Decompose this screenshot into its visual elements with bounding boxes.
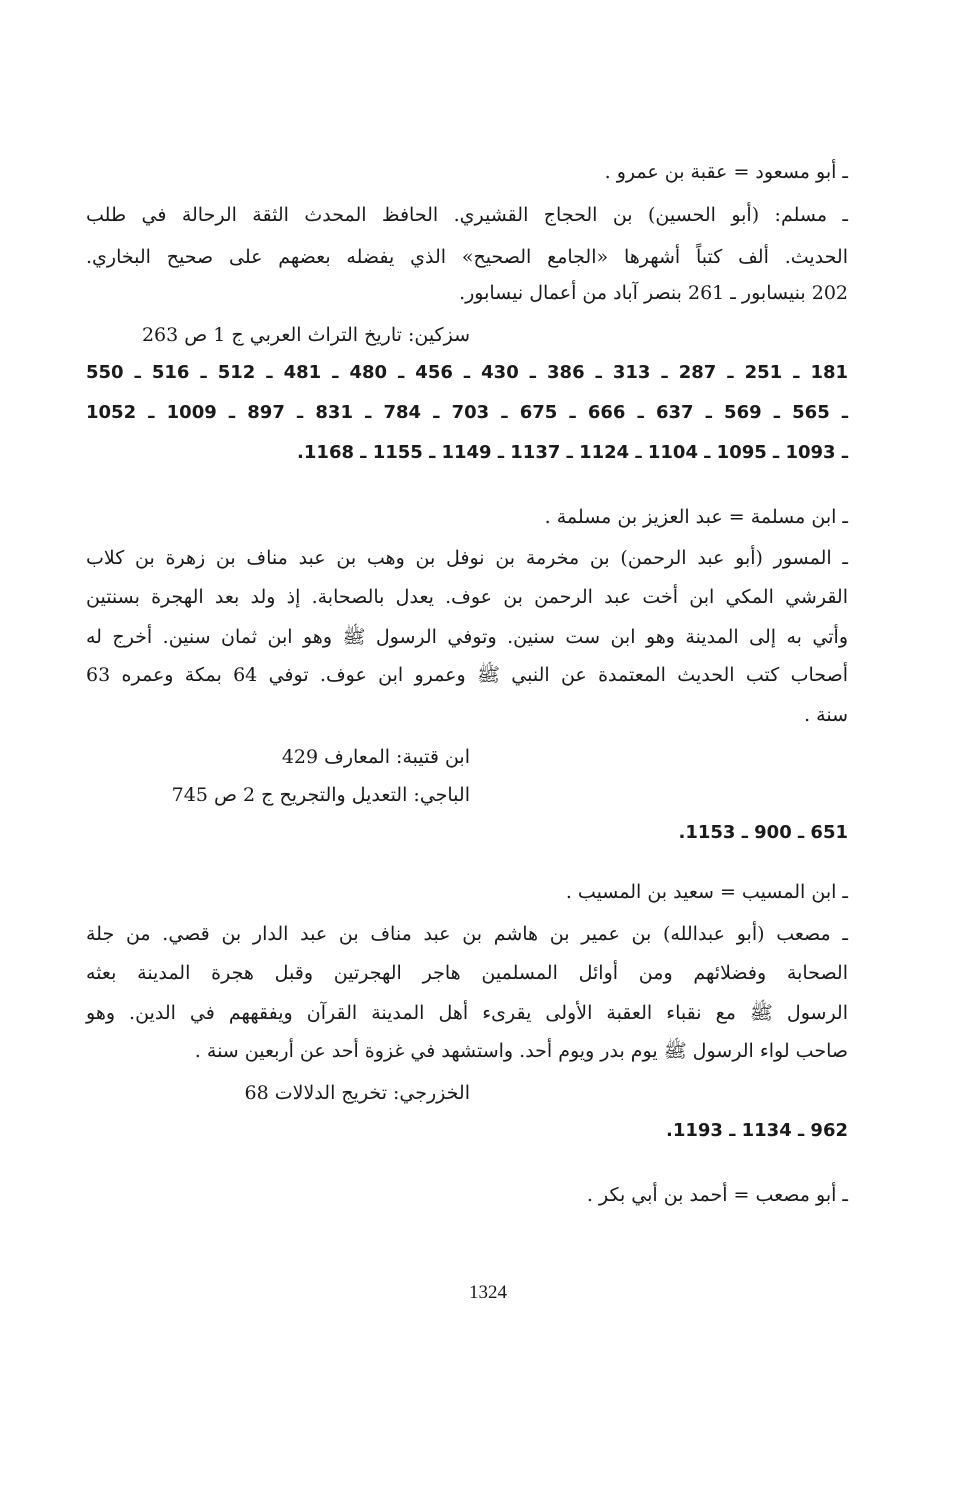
entry-musab-line-2: الصحابة وفضلائهم ومن أوائل المسلمين هاجر الهجرتين وقبل هجرة المدينة بعثه: [86, 962, 848, 984]
entry-miswar-reference-1: ابن قتيبة: المعارف 429: [281, 746, 470, 768]
entry-ibn-al-musayyib: ـ ابن المسيب = سعيد بن المسيب .: [565, 881, 848, 903]
entry-musab-line-1: ـ مصعب (أبو عبدالله) بن عمير بن هاشم بن عبد مناف بن عبد الدار بن قصي. من جلة: [86, 923, 848, 945]
entry-muslim-page-refs-1: 181 ـ 251 ـ 287 ـ 313 ـ 386 ـ 430 ـ 456 ـ 480 ـ 481 ـ 512 ـ 516 ـ 550: [86, 362, 849, 383]
entry-miswar-line-5: سنة .: [804, 704, 848, 726]
entry-muslim-reference: سزكين: تاريخ التراث العربي ج 1 ص 263: [141, 324, 470, 346]
entry-miswar-line-2: القرشي المكي ابن أخت عبد الرحمن بن عوف. يعدل بالصحابة. إذ ولد بعد الهجرة بسنتين: [86, 586, 848, 608]
entry-miswar-line-4: أصحاب كتب الحديث المعتمدة عن النبي ﷺ وعمرو ابن عوف. توفي 64 بمكة وعمره 63: [86, 664, 848, 686]
entry-miswar-page-refs: 651 ـ 900 ـ 1153.: [678, 822, 848, 843]
entry-muslim-page-refs-2: ـ 565 ـ 569 ـ 637 ـ 666 ـ 675 ـ 703 ـ 784 ـ 831 ـ 897 ـ 1009 ـ 1052: [86, 402, 849, 423]
entry-musab-reference: الخزرجي: تخريج الدلالات 68: [244, 1082, 470, 1104]
entry-muslim-line-1: ـ مسلم: (أبو الحسين) بن الحجاج القشيري. الحافظ المحدث الثقة الرحالة في طلب: [86, 204, 848, 226]
entry-abu-masud: ـ أبو مسعود = عقبة بن عمرو .: [604, 161, 848, 183]
entry-miswar-line-1: ـ المسور (أبو عبد الرحمن) بن مخرمة بن نوفل بن وهب بن عبد مناف بن زهرة بن كلاب: [86, 547, 848, 569]
entry-muslim-dates: 202 بنيسابور ـ 261 بنصر آباد من أعمال نيسابور.: [459, 282, 848, 304]
entry-miswar-reference-2: الباجي: التعديل والتجريح ج 2 ص 745: [171, 784, 470, 806]
entry-musab-page-refs: 962 ـ 1134 ـ 1193.: [665, 1120, 848, 1141]
page-number: 1324: [469, 1282, 507, 1303]
entry-muslim-page-refs-3: ـ 1093 ـ 1095 ـ 1104 ـ 1124 ـ 1137 ـ 1149 ـ 1155 ـ 1168.: [297, 442, 848, 463]
entry-musab-line-4: صاحب لواء الرسول ﷺ يوم بدر ويوم أحد. واستشهد في غزوة أحد عن أربعين سنة .: [194, 1040, 848, 1062]
entry-muslim-line-2: الحديث. ألف كتباً أشهرها «الجامع الصحيح» الذي يفضله بعضهم على صحيح البخاري.: [86, 246, 848, 268]
entry-miswar-line-3: وأتي به إلى المدينة وهو ابن ست سنين. وتوفي الرسول ﷺ وهو ابن ثمان سنين. أخرج له: [86, 626, 848, 648]
entry-abu-musab: ـ أبو مصعب = أحمد بن أبي بكر .: [586, 1184, 848, 1206]
entry-ibn-maslama: ـ ابن مسلمة = عبد العزيز بن مسلمة .: [544, 506, 848, 528]
entry-musab-line-3: الرسول ﷺ مع نقباء العقبة الأولى يقرىء أهل المدينة القرآن ويفقههم في الدين. وهو: [86, 1002, 848, 1024]
